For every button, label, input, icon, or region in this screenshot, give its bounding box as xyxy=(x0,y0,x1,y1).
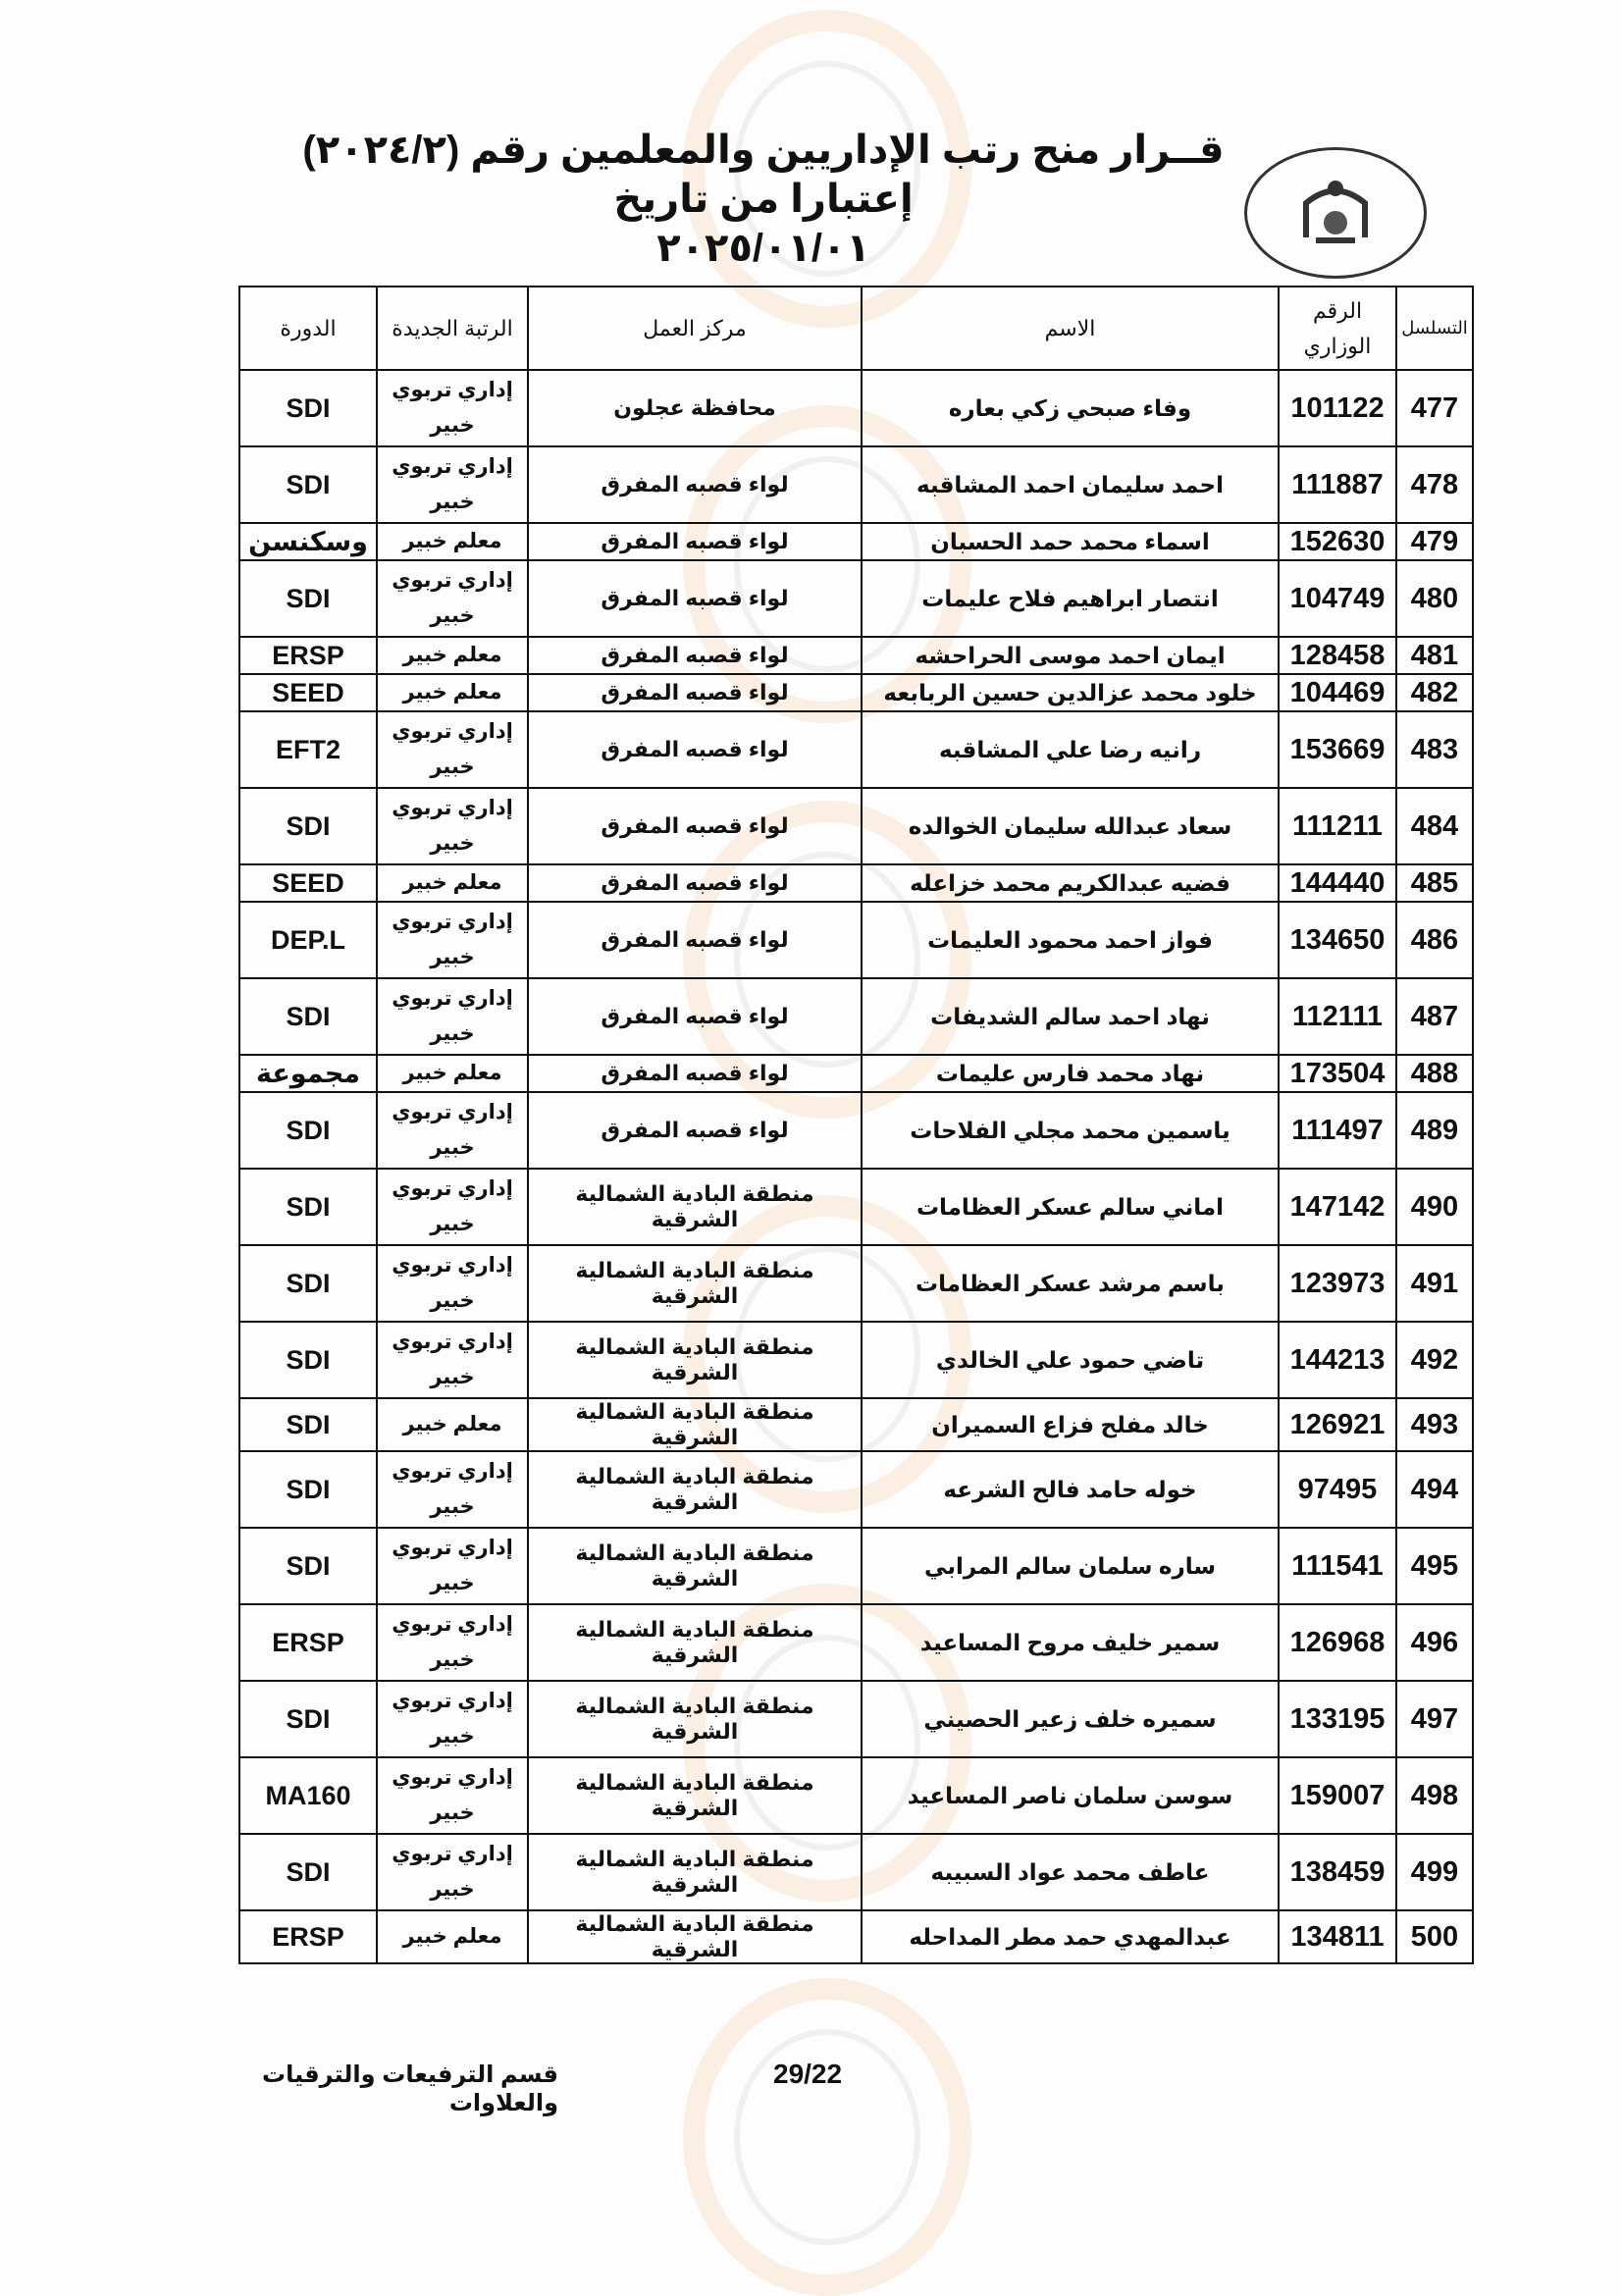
ministry-number-cell: 104749 xyxy=(1279,560,1396,637)
table-row xyxy=(239,1681,1473,1757)
work-center-cell: لواء قصبه المفرق xyxy=(528,978,862,1055)
serial-cell: 496 xyxy=(1396,1604,1473,1681)
work-center-cell: لواء قصبه المفرق xyxy=(528,788,862,864)
header-cycle: الدورة xyxy=(239,287,377,370)
new-rank-cell: إداري تربوي خبير xyxy=(377,1528,528,1604)
serial-cell: 484 xyxy=(1396,788,1473,864)
cycle-cell: SDI xyxy=(239,1245,377,1322)
name-cell: نهاد محمد فارس عليمات xyxy=(862,1055,1279,1092)
new-rank-cell: إداري تربوي خبير xyxy=(377,1681,528,1757)
serial-cell: 478 xyxy=(1396,446,1473,523)
work-center-cell: منطقة البادية الشمالية الشرقية xyxy=(528,1681,862,1757)
table-row xyxy=(239,864,1473,902)
name-cell: اسماء محمد حمد الحسبان xyxy=(862,523,1279,560)
serial-cell: 500 xyxy=(1396,1910,1473,1963)
ministry-number-cell: 159007 xyxy=(1279,1757,1396,1834)
name-cell: خلود محمد عزالدين حسين الربابعه xyxy=(862,674,1279,711)
work-center-cell: منطقة البادية الشمالية الشرقية xyxy=(528,1528,862,1604)
cycle-cell: SDI xyxy=(239,1092,377,1169)
ministry-number-cell: 112111 xyxy=(1279,978,1396,1055)
cycle-cell: MA160 xyxy=(239,1757,377,1834)
table-row xyxy=(239,1528,1473,1604)
ministry-number-cell: 126921 xyxy=(1279,1398,1396,1451)
footer-department: قسم الترفيعات والترقيات والعلاوات xyxy=(262,2061,558,2116)
table-row xyxy=(239,978,1473,1055)
serial-cell: 499 xyxy=(1396,1834,1473,1910)
ranks-table xyxy=(238,286,1474,1964)
work-center-cell: لواء قصبه المفرق xyxy=(528,711,862,788)
work-center-cell: لواء قصبه المفرق xyxy=(528,1055,862,1092)
ministry-number-cell: 144213 xyxy=(1279,1322,1396,1398)
table-row xyxy=(239,446,1473,523)
serial-cell: 495 xyxy=(1396,1528,1473,1604)
new-rank-cell: إداري تربوي خبير xyxy=(377,1245,528,1322)
cycle-cell: SDI xyxy=(239,1528,377,1604)
cycle-cell: SDI xyxy=(239,788,377,864)
work-center-cell: منطقة البادية الشمالية الشرقية xyxy=(528,1245,862,1322)
table-row xyxy=(239,1092,1473,1169)
ministry-number-cell: 147142 xyxy=(1279,1169,1396,1245)
work-center-cell: منطقة البادية الشمالية الشرقية xyxy=(528,1451,862,1528)
ministry-number-cell: 111887 xyxy=(1279,446,1396,523)
serial-cell: 488 xyxy=(1396,1055,1473,1092)
header-ministry-number: الرقم الوزاري xyxy=(1279,287,1396,370)
name-cell: احمد سليمان احمد المشاقبه xyxy=(862,446,1279,523)
header-serial: التسلسل xyxy=(1396,287,1473,370)
cycle-cell: SDI xyxy=(239,1834,377,1910)
new-rank-cell: معلم خبير xyxy=(377,1055,528,1092)
work-center-cell: لواء قصبه المفرق xyxy=(528,560,862,637)
name-cell: وفاء صبحي زكي بعاره xyxy=(862,370,1279,446)
cycle-cell: SDI xyxy=(239,1398,377,1451)
ministry-emblem-seal xyxy=(1244,147,1427,279)
serial-cell: 493 xyxy=(1396,1398,1473,1451)
name-cell: سوسن سلمان ناصر المساعيد xyxy=(862,1757,1279,1834)
page-number: 29/22 xyxy=(773,2059,843,2089)
name-cell: ياسمين محمد مجلي الفلاحات xyxy=(862,1092,1279,1169)
work-center-cell: لواء قصبه المفرق xyxy=(528,637,862,674)
name-cell: تاضي حمود علي الخالدي xyxy=(862,1322,1279,1398)
cycle-cell: مجموعة xyxy=(239,1055,377,1092)
ministry-number-cell: 133195 xyxy=(1279,1681,1396,1757)
serial-cell: 477 xyxy=(1396,370,1473,446)
work-center-cell: لواء قصبه المفرق xyxy=(528,1092,862,1169)
document-title xyxy=(302,126,1225,273)
cycle-cell: SDI xyxy=(239,978,377,1055)
serial-cell: 486 xyxy=(1396,902,1473,978)
ministry-number-cell: 153669 xyxy=(1279,711,1396,788)
name-cell: انتصار ابراهيم فلاح عليمات xyxy=(862,560,1279,637)
work-center-cell: منطقة البادية الشمالية الشرقية xyxy=(528,1834,862,1910)
cycle-cell: SDI xyxy=(239,1322,377,1398)
ministry-number-cell: 111211 xyxy=(1279,788,1396,864)
header-work-center: مركز العمل xyxy=(528,287,862,370)
cycle-cell: SEED xyxy=(239,674,377,711)
serial-cell: 491 xyxy=(1396,1245,1473,1322)
ministry-number-cell: 111541 xyxy=(1279,1528,1396,1604)
new-rank-cell: إداري تربوي خبير xyxy=(377,902,528,978)
table-row xyxy=(239,370,1473,446)
table-row xyxy=(239,523,1473,560)
cycle-cell: SDI xyxy=(239,446,377,523)
title-line-1: قــرار منح رتب الإداريين والمعلمين رقم (٢٠٢٤/٢) إعتبارا من تاريخ xyxy=(302,129,1225,221)
serial-cell: 492 xyxy=(1396,1322,1473,1398)
cycle-cell: SDI xyxy=(239,1681,377,1757)
ministry-number-cell: 134650 xyxy=(1279,902,1396,978)
ministry-number-cell: 123973 xyxy=(1279,1245,1396,1322)
cycle-cell: SEED xyxy=(239,864,377,902)
ministry-number-cell: 111497 xyxy=(1279,1092,1396,1169)
new-rank-cell: معلم خبير xyxy=(377,864,528,902)
table-row xyxy=(239,1398,1473,1451)
ministry-number-cell: 104469 xyxy=(1279,674,1396,711)
new-rank-cell: إداري تربوي خبير xyxy=(377,1169,528,1245)
table-row xyxy=(239,1055,1473,1092)
table-row xyxy=(239,674,1473,711)
name-cell: سعاد عبدالله سليمان الخوالده xyxy=(862,788,1279,864)
ministry-number-cell: 97495 xyxy=(1279,1451,1396,1528)
work-center-cell: منطقة البادية الشمالية الشرقية xyxy=(528,1757,862,1834)
name-cell: ساره سلمان سالم المرابي xyxy=(862,1528,1279,1604)
work-center-cell: لواء قصبه المفرق xyxy=(528,674,862,711)
name-cell: سميره خلف زعير الحصيني xyxy=(862,1681,1279,1757)
ministry-number-cell: 152630 xyxy=(1279,523,1396,560)
serial-cell: 489 xyxy=(1396,1092,1473,1169)
cycle-cell: SDI xyxy=(239,560,377,637)
table-row xyxy=(239,1169,1473,1245)
new-rank-cell: معلم خبير xyxy=(377,1910,528,1963)
new-rank-cell: إداري تربوي خبير xyxy=(377,788,528,864)
serial-cell: 485 xyxy=(1396,864,1473,902)
serial-cell: 487 xyxy=(1396,978,1473,1055)
new-rank-cell: معلم خبير xyxy=(377,637,528,674)
name-cell: رانيه رضا علي المشاقبه xyxy=(862,711,1279,788)
table-row xyxy=(239,637,1473,674)
ministry-number-cell: 134811 xyxy=(1279,1910,1396,1963)
name-cell: فضيه عبدالكريم محمد خزاعله xyxy=(862,864,1279,902)
watermark-ring xyxy=(683,1978,971,2296)
name-cell: عبدالمهدي حمد مطر المداحله xyxy=(862,1910,1279,1963)
cycle-cell: ERSP xyxy=(239,1604,377,1681)
header-name: الاسم xyxy=(862,287,1279,370)
ministry-number-cell: 128458 xyxy=(1279,637,1396,674)
serial-cell: 490 xyxy=(1396,1169,1473,1245)
new-rank-cell: إداري تربوي خبير xyxy=(377,978,528,1055)
cycle-cell: SDI xyxy=(239,1451,377,1528)
table-row xyxy=(239,1451,1473,1528)
name-cell: عاطف محمد عواد السبيبه xyxy=(862,1834,1279,1910)
name-cell: سمير خليف مروح المساعيد xyxy=(862,1604,1279,1681)
work-center-cell: منطقة البادية الشمالية الشرقية xyxy=(528,1169,862,1245)
serial-cell: 497 xyxy=(1396,1681,1473,1757)
table-row xyxy=(239,1245,1473,1322)
ministry-number-cell: 126968 xyxy=(1279,1604,1396,1681)
new-rank-cell: معلم خبير xyxy=(377,674,528,711)
cycle-cell: SDI xyxy=(239,370,377,446)
name-cell: ايمان احمد موسى الحراحشه xyxy=(862,637,1279,674)
ministry-number-cell: 173504 xyxy=(1279,1055,1396,1092)
ministry-number-cell: 144440 xyxy=(1279,864,1396,902)
new-rank-cell: معلم خبير xyxy=(377,1398,528,1451)
table-header-row xyxy=(239,287,1473,370)
serial-cell: 479 xyxy=(1396,523,1473,560)
new-rank-cell: إداري تربوي خبير xyxy=(377,711,528,788)
serial-cell: 481 xyxy=(1396,637,1473,674)
new-rank-cell: معلم خبير xyxy=(377,523,528,560)
table-row xyxy=(239,788,1473,864)
new-rank-cell: إداري تربوي خبير xyxy=(377,1757,528,1834)
table-row xyxy=(239,1757,1473,1834)
work-center-cell: لواء قصبه المفرق xyxy=(528,446,862,523)
work-center-cell: لواء قصبه المفرق xyxy=(528,523,862,560)
new-rank-cell: إداري تربوي خبير xyxy=(377,370,528,446)
work-center-cell: لواء قصبه المفرق xyxy=(528,864,862,902)
ministry-number-cell: 138459 xyxy=(1279,1834,1396,1910)
name-cell: خالد مفلح فزاع السميران xyxy=(862,1398,1279,1451)
cycle-cell: وسكنسن xyxy=(239,523,377,560)
work-center-cell: منطقة البادية الشمالية الشرقية xyxy=(528,1398,862,1451)
table-row xyxy=(239,1604,1473,1681)
serial-cell: 498 xyxy=(1396,1757,1473,1834)
serial-cell: 480 xyxy=(1396,560,1473,637)
new-rank-cell: إداري تربوي خبير xyxy=(377,1834,528,1910)
title-line-2: ٢٠٢٥/٠١/٠١ xyxy=(656,227,870,270)
crown-emblem-icon xyxy=(1291,169,1380,257)
serial-cell: 483 xyxy=(1396,711,1473,788)
table-row xyxy=(239,711,1473,788)
table-row xyxy=(239,1910,1473,1963)
header-new-rank: الرتبة الجديدة xyxy=(377,287,528,370)
table-row xyxy=(239,1322,1473,1398)
table-row xyxy=(239,560,1473,637)
work-center-cell: منطقة البادية الشمالية الشرقية xyxy=(528,1910,862,1963)
new-rank-cell: إداري تربوي خبير xyxy=(377,560,528,637)
name-cell: اماني سالم عسكر العظامات xyxy=(862,1169,1279,1245)
new-rank-cell: إداري تربوي خبير xyxy=(377,1604,528,1681)
cycle-cell: ERSP xyxy=(239,637,377,674)
new-rank-cell: إداري تربوي خبير xyxy=(377,1092,528,1169)
new-rank-cell: إداري تربوي خبير xyxy=(377,1451,528,1528)
new-rank-cell: إداري تربوي خبير xyxy=(377,446,528,523)
work-center-cell: لواء قصبه المفرق xyxy=(528,902,862,978)
cycle-cell: EFT2 xyxy=(239,711,377,788)
new-rank-cell: إداري تربوي خبير xyxy=(377,1322,528,1398)
serial-cell: 494 xyxy=(1396,1451,1473,1528)
name-cell: نهاد احمد سالم الشديفات xyxy=(862,978,1279,1055)
work-center-cell: منطقة البادية الشمالية الشرقية xyxy=(528,1322,862,1398)
table-row xyxy=(239,902,1473,978)
ministry-number-cell: 101122 xyxy=(1279,370,1396,446)
cycle-cell: SDI xyxy=(239,1169,377,1245)
name-cell: خوله حامد فالح الشرعه xyxy=(862,1451,1279,1528)
name-cell: باسم مرشد عسكر العظامات xyxy=(862,1245,1279,1322)
name-cell: فواز احمد محمود العليمات xyxy=(862,902,1279,978)
serial-cell: 482 xyxy=(1396,674,1473,711)
cycle-cell: ERSP xyxy=(239,1910,377,1963)
cycle-cell: DEP.L xyxy=(239,902,377,978)
table-row xyxy=(239,1834,1473,1910)
work-center-cell: منطقة البادية الشمالية الشرقية xyxy=(528,1604,862,1681)
work-center-cell: محافظة عجلون xyxy=(528,370,862,446)
